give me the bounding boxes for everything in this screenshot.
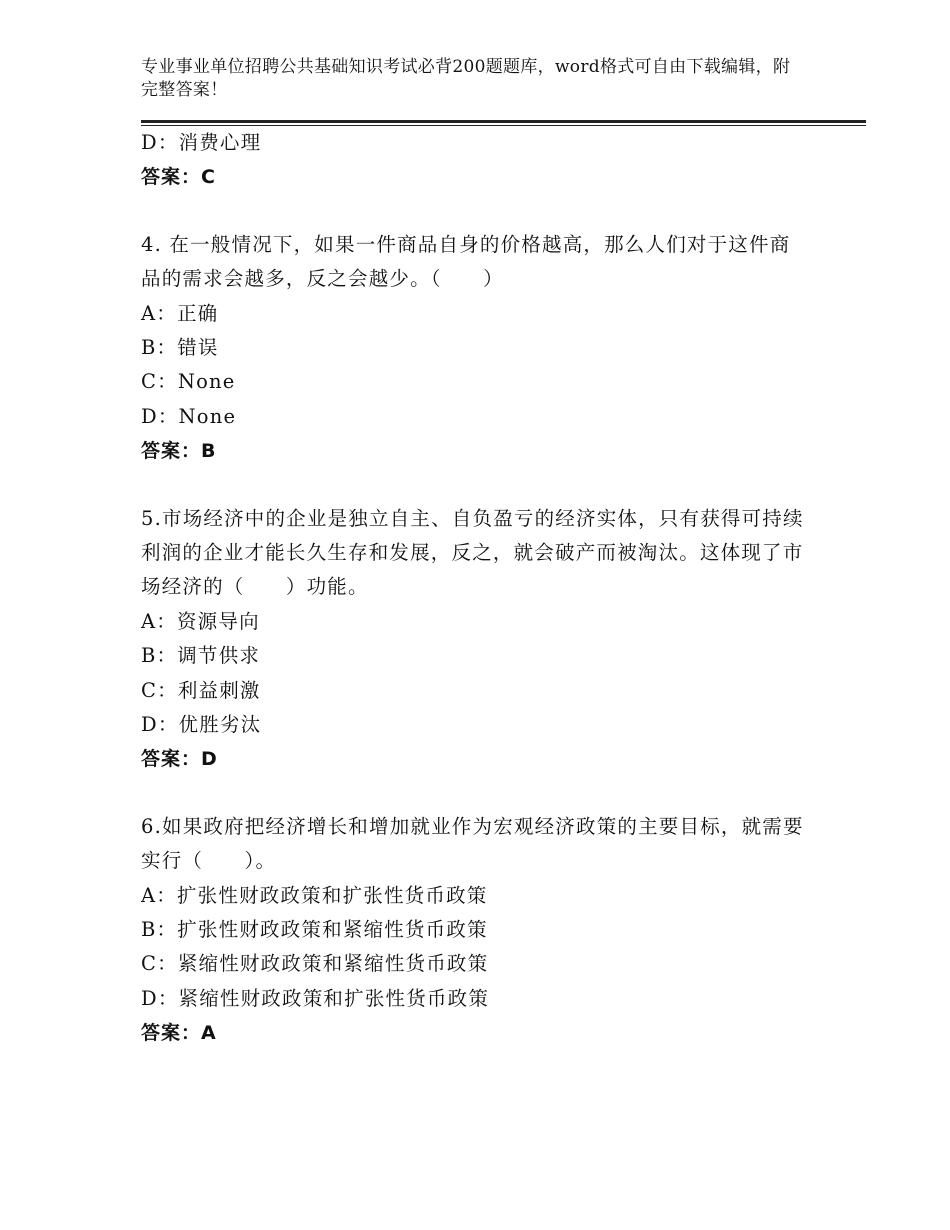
- spacer: [141, 777, 821, 810]
- answer-label: 答案：B: [141, 440, 217, 463]
- option-b: B：扩张性财政政策和紧缩性货币政策: [141, 917, 488, 941]
- question-fragment: [141, 126, 821, 195]
- option-d: D：紧缩性财政政策和扩张性货币政策: [141, 986, 490, 1010]
- option-b: B：调节供求: [141, 644, 261, 668]
- question-4: [141, 228, 821, 469]
- question-5: [141, 502, 821, 777]
- option-d: D：优胜劣汰: [141, 712, 262, 736]
- option-b: B：错误: [141, 335, 219, 359]
- question-stem: 5.市场经济中的企业是独立自主、自负盈亏的经济实体，只有获得可持续利润的企业才能长久生存和发展，反之，就会破产而被淘汰。这体现了市场经济的（ ）功能。: [141, 506, 804, 599]
- question-content: [141, 126, 821, 1050]
- question-stem: 6.如果政府把经济增长和增加就业作为宏观经济政策的主要目标，就需要实行（ ）。: [141, 814, 804, 873]
- question-6: [141, 810, 821, 1051]
- option-c: C：None: [141, 370, 236, 394]
- option-c: C：利益刺激: [141, 678, 261, 702]
- option-a: A：资源导向: [141, 609, 260, 633]
- option-c: C：紧缩性财政政策和紧缩性货币政策: [141, 952, 489, 976]
- question-stem: 4. 在一般情况下，如果一件商品自身的价格越高，那么人们对于这件商品的需求会越多，反之会越少。（ ）: [141, 232, 791, 291]
- spacer: [141, 469, 821, 502]
- page-header: 专业事业单位招聘公共基础知识考试必背200题题库，word格式可自由下载编辑，附完整答案！: [141, 57, 791, 100]
- answer-label: 答案：C: [141, 166, 216, 189]
- answer-label: 答案：A: [141, 1022, 217, 1045]
- spacer: [141, 195, 821, 228]
- option-d: D：None: [141, 404, 237, 428]
- answer-label: 答案：D: [141, 748, 218, 771]
- option-a: A：扩张性财政政策和扩张性货币政策: [141, 883, 488, 907]
- header-rule-thick: [141, 120, 866, 123]
- option-d: D：消费心理: [141, 131, 262, 154]
- option-a: A：正确: [141, 301, 219, 325]
